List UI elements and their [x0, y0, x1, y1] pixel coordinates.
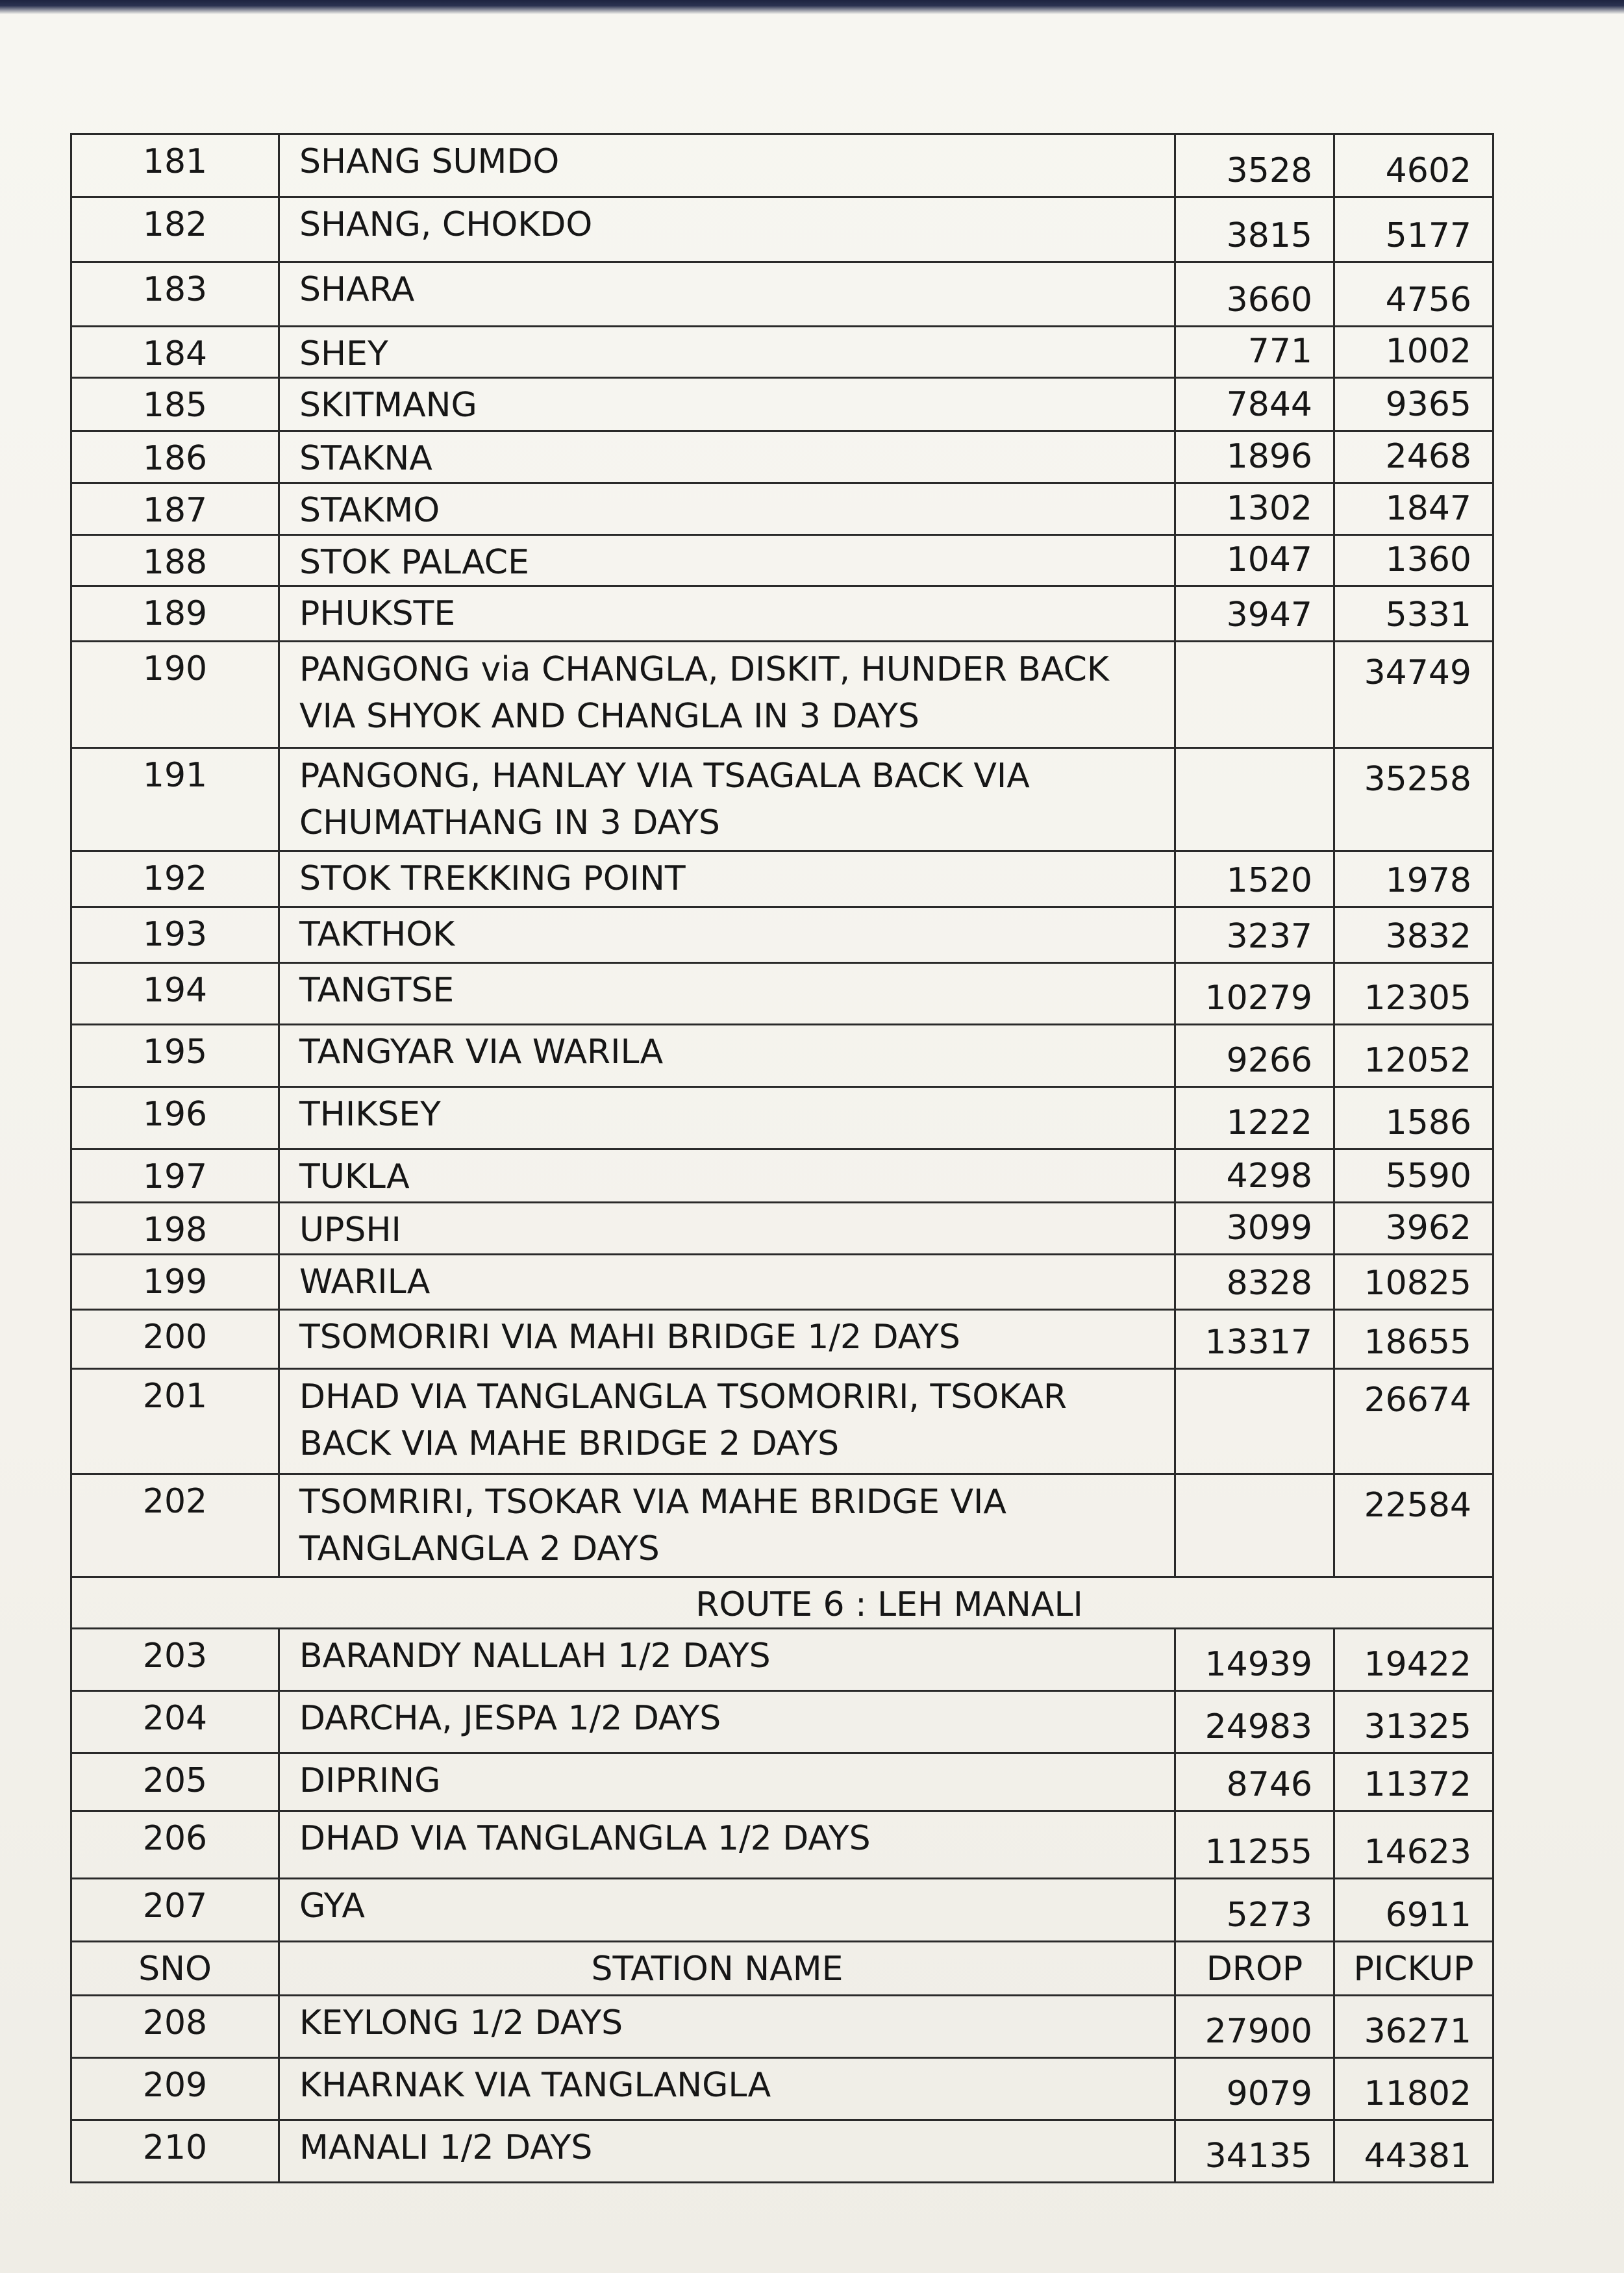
sno-cell: 198: [71, 1203, 279, 1255]
drop-fare-cell: 1047: [1175, 535, 1334, 586]
station-name-cell: DIPRING: [279, 1753, 1175, 1811]
station-name-cell: MANALI 1/2 DAYS: [279, 2120, 1175, 2183]
drop-fare-cell: 10279: [1175, 963, 1334, 1025]
table-row: [71, 642, 1493, 748]
drop-fare-cell: 1302: [1175, 483, 1334, 535]
table-row: [71, 1203, 1493, 1255]
station-name-cell: SKITMANG: [279, 378, 1175, 431]
station-name-cell: TSOMRIRI, TSOKAR VIA MAHE BRIDGE VIA TANGLANGLA 2 DAYS: [279, 1474, 1175, 1577]
sno-cell: 200: [71, 1310, 279, 1369]
sno-cell: 210: [71, 2120, 279, 2183]
column-header-row: [71, 1942, 1493, 1996]
drop-fare-cell: [1175, 748, 1334, 851]
pickup-fare-cell: 1586: [1334, 1087, 1493, 1149]
sno-cell: 197: [71, 1149, 279, 1203]
sno-cell: 202: [71, 1474, 279, 1577]
pickup-fare-cell: 9365: [1334, 378, 1493, 431]
sno-cell: 194: [71, 963, 279, 1025]
table-row: [71, 1629, 1493, 1691]
table-row: [71, 262, 1493, 327]
station-name-cell: STOK PALACE: [279, 535, 1175, 586]
sno-cell: 187: [71, 483, 279, 535]
pickup-fare-cell: 11802: [1334, 2058, 1493, 2120]
station-name-cell: SHEY: [279, 327, 1175, 378]
drop-fare-cell: 11255: [1175, 1811, 1334, 1879]
drop-fare-cell: 8746: [1175, 1753, 1334, 1811]
station-name-cell: STAKMO: [279, 483, 1175, 535]
pickup-fare-cell: 12305: [1334, 963, 1493, 1025]
drop-fare-cell: 3815: [1175, 197, 1334, 262]
sno-cell: 205: [71, 1753, 279, 1811]
pickup-fare-cell: 34749: [1334, 642, 1493, 748]
rate-table-body: [71, 134, 1493, 2183]
sno-cell: 207: [71, 1879, 279, 1942]
sno-cell: 193: [71, 907, 279, 963]
station-name-cell: KEYLONG 1/2 DAYS: [279, 1996, 1175, 2058]
drop-fare-cell: 14939: [1175, 1629, 1334, 1691]
drop-fare-cell: 5273: [1175, 1879, 1334, 1942]
station-name-cell: SHARA: [279, 262, 1175, 327]
sno-cell: 188: [71, 535, 279, 586]
table-row: [71, 535, 1493, 586]
station-name-cell: TUKLA: [279, 1149, 1175, 1203]
drop-fare-cell: 1896: [1175, 431, 1334, 483]
sno-cell: 192: [71, 851, 279, 907]
drop-fare-cell: [1175, 642, 1334, 748]
table-row: [71, 2058, 1493, 2120]
drop-fare-cell: 3947: [1175, 586, 1334, 642]
station-name-cell: DARCHA, JESPA 1/2 DAYS: [279, 1691, 1175, 1753]
pickup-fare-cell: 18655: [1334, 1310, 1493, 1369]
table-row: [71, 963, 1493, 1025]
pickup-fare-cell: 1360: [1334, 535, 1493, 586]
header-sno: SNO: [71, 1942, 279, 1996]
drop-fare-cell: 7844: [1175, 378, 1334, 431]
pickup-fare-cell: 31325: [1334, 1691, 1493, 1753]
table-row: [71, 1811, 1493, 1879]
sno-cell: 189: [71, 586, 279, 642]
drop-fare-cell: 3237: [1175, 907, 1334, 963]
table-row: [71, 748, 1493, 851]
table-row: [71, 1369, 1493, 1474]
station-name-cell: KHARNAK VIA TANGLANGLA: [279, 2058, 1175, 2120]
drop-fare-cell: 3099: [1175, 1203, 1334, 1255]
table-row: [71, 197, 1493, 262]
sno-cell: 201: [71, 1369, 279, 1474]
rate-table: [70, 133, 1494, 2183]
table-row: [71, 1025, 1493, 1087]
drop-fare-cell: 771: [1175, 327, 1334, 378]
station-name-cell: TANGYAR VIA WARILA: [279, 1025, 1175, 1087]
table-row: [71, 378, 1493, 431]
station-name-cell: PANGONG, HANLAY VIA TSAGALA BACK VIA CHUMATHANG IN 3 DAYS: [279, 748, 1175, 851]
pickup-fare-cell: 36271: [1334, 1996, 1493, 2058]
table-row: [71, 134, 1493, 197]
station-name-cell: TANGTSE: [279, 963, 1175, 1025]
pickup-fare-cell: 26674: [1334, 1369, 1493, 1474]
route-title: ROUTE 6 : LEH MANALI: [71, 1577, 1493, 1629]
drop-fare-cell: 8328: [1175, 1255, 1334, 1310]
pickup-fare-cell: 1847: [1334, 483, 1493, 535]
drop-fare-cell: 4298: [1175, 1149, 1334, 1203]
sno-cell: 206: [71, 1811, 279, 1879]
table-row: [71, 851, 1493, 907]
pickup-fare-cell: 22584: [1334, 1474, 1493, 1577]
sno-cell: 208: [71, 1996, 279, 2058]
table-row: [71, 1474, 1493, 1577]
drop-fare-cell: 1222: [1175, 1087, 1334, 1149]
sno-cell: 209: [71, 2058, 279, 2120]
sno-cell: 185: [71, 378, 279, 431]
pickup-fare-cell: 4602: [1334, 134, 1493, 197]
pickup-fare-cell: 19422: [1334, 1629, 1493, 1691]
drop-fare-cell: [1175, 1369, 1334, 1474]
table-row: [71, 1753, 1493, 1811]
pickup-fare-cell: 2468: [1334, 431, 1493, 483]
station-name-cell: THIKSEY: [279, 1087, 1175, 1149]
drop-fare-cell: 3528: [1175, 134, 1334, 197]
sno-cell: 199: [71, 1255, 279, 1310]
sno-cell: 190: [71, 642, 279, 748]
station-name-cell: SHANG, CHOKDO: [279, 197, 1175, 262]
table-row: [71, 327, 1493, 378]
table-row: [71, 1255, 1493, 1310]
sno-cell: 195: [71, 1025, 279, 1087]
route-section-row: [71, 1577, 1493, 1629]
sno-cell: 204: [71, 1691, 279, 1753]
pickup-fare-cell: 10825: [1334, 1255, 1493, 1310]
table-row: [71, 1691, 1493, 1753]
drop-fare-cell: 3660: [1175, 262, 1334, 327]
pickup-fare-cell: 6911: [1334, 1879, 1493, 1942]
pickup-fare-cell: 1002: [1334, 327, 1493, 378]
pickup-fare-cell: 3962: [1334, 1203, 1493, 1255]
scan-edge-shadow: [0, 0, 1624, 14]
station-name-cell: UPSHI: [279, 1203, 1175, 1255]
station-name-cell: DHAD VIA TANGLANGLA TSOMORIRI, TSOKAR BACK VIA MAHE BRIDGE 2 DAYS: [279, 1369, 1175, 1474]
pickup-fare-cell: 14623: [1334, 1811, 1493, 1879]
pickup-fare-cell: 5590: [1334, 1149, 1493, 1203]
sno-cell: 203: [71, 1629, 279, 1691]
station-name-cell: TSOMORIRI VIA MAHI BRIDGE 1/2 DAYS: [279, 1310, 1175, 1369]
station-name-cell: SHANG SUMDO: [279, 134, 1175, 197]
drop-fare-cell: 24983: [1175, 1691, 1334, 1753]
station-name-cell: TAKTHOK: [279, 907, 1175, 963]
station-name-cell: PANGONG via CHANGLA, DISKIT, HUNDER BACK VIA SHYOK AND CHANGLA IN 3 DAYS: [279, 642, 1175, 748]
sno-cell: 186: [71, 431, 279, 483]
pickup-fare-cell: 11372: [1334, 1753, 1493, 1811]
drop-fare-cell: 13317: [1175, 1310, 1334, 1369]
drop-fare-cell: 9079: [1175, 2058, 1334, 2120]
pickup-fare-cell: 5331: [1334, 586, 1493, 642]
drop-fare-cell: 1520: [1175, 851, 1334, 907]
station-name-cell: PHUKSTE: [279, 586, 1175, 642]
station-name-cell: STAKNA: [279, 431, 1175, 483]
table-row: [71, 586, 1493, 642]
sno-cell: 181: [71, 134, 279, 197]
sno-cell: 191: [71, 748, 279, 851]
header-pickup: PICKUP: [1334, 1942, 1493, 1996]
sno-cell: 182: [71, 197, 279, 262]
drop-fare-cell: 27900: [1175, 1996, 1334, 2058]
table-row: [71, 483, 1493, 535]
station-name-cell: GYA: [279, 1879, 1175, 1942]
sno-cell: 184: [71, 327, 279, 378]
station-name-cell: WARILA: [279, 1255, 1175, 1310]
drop-fare-cell: 34135: [1175, 2120, 1334, 2183]
table-row: [71, 1879, 1493, 1942]
pickup-fare-cell: 35258: [1334, 748, 1493, 851]
drop-fare-cell: 9266: [1175, 1025, 1334, 1087]
pickup-fare-cell: 4756: [1334, 262, 1493, 327]
table-row: [71, 1149, 1493, 1203]
table-row: [71, 1996, 1493, 2058]
pickup-fare-cell: 5177: [1334, 197, 1493, 262]
station-name-cell: BARANDY NALLAH 1/2 DAYS: [279, 1629, 1175, 1691]
station-name-cell: DHAD VIA TANGLANGLA 1/2 DAYS: [279, 1811, 1175, 1879]
table-row: [71, 431, 1493, 483]
station-name-cell: STOK TREKKING POINT: [279, 851, 1175, 907]
pickup-fare-cell: 12052: [1334, 1025, 1493, 1087]
table-row: [71, 1087, 1493, 1149]
table-row: [71, 1310, 1493, 1369]
drop-fare-cell: [1175, 1474, 1334, 1577]
pickup-fare-cell: 1978: [1334, 851, 1493, 907]
sno-cell: 183: [71, 262, 279, 327]
header-drop: DROP: [1175, 1942, 1334, 1996]
pickup-fare-cell: 44381: [1334, 2120, 1493, 2183]
pickup-fare-cell: 3832: [1334, 907, 1493, 963]
table-row: [71, 2120, 1493, 2183]
table-row: [71, 907, 1493, 963]
header-station-name: STATION NAME: [279, 1942, 1175, 1996]
sno-cell: 196: [71, 1087, 279, 1149]
